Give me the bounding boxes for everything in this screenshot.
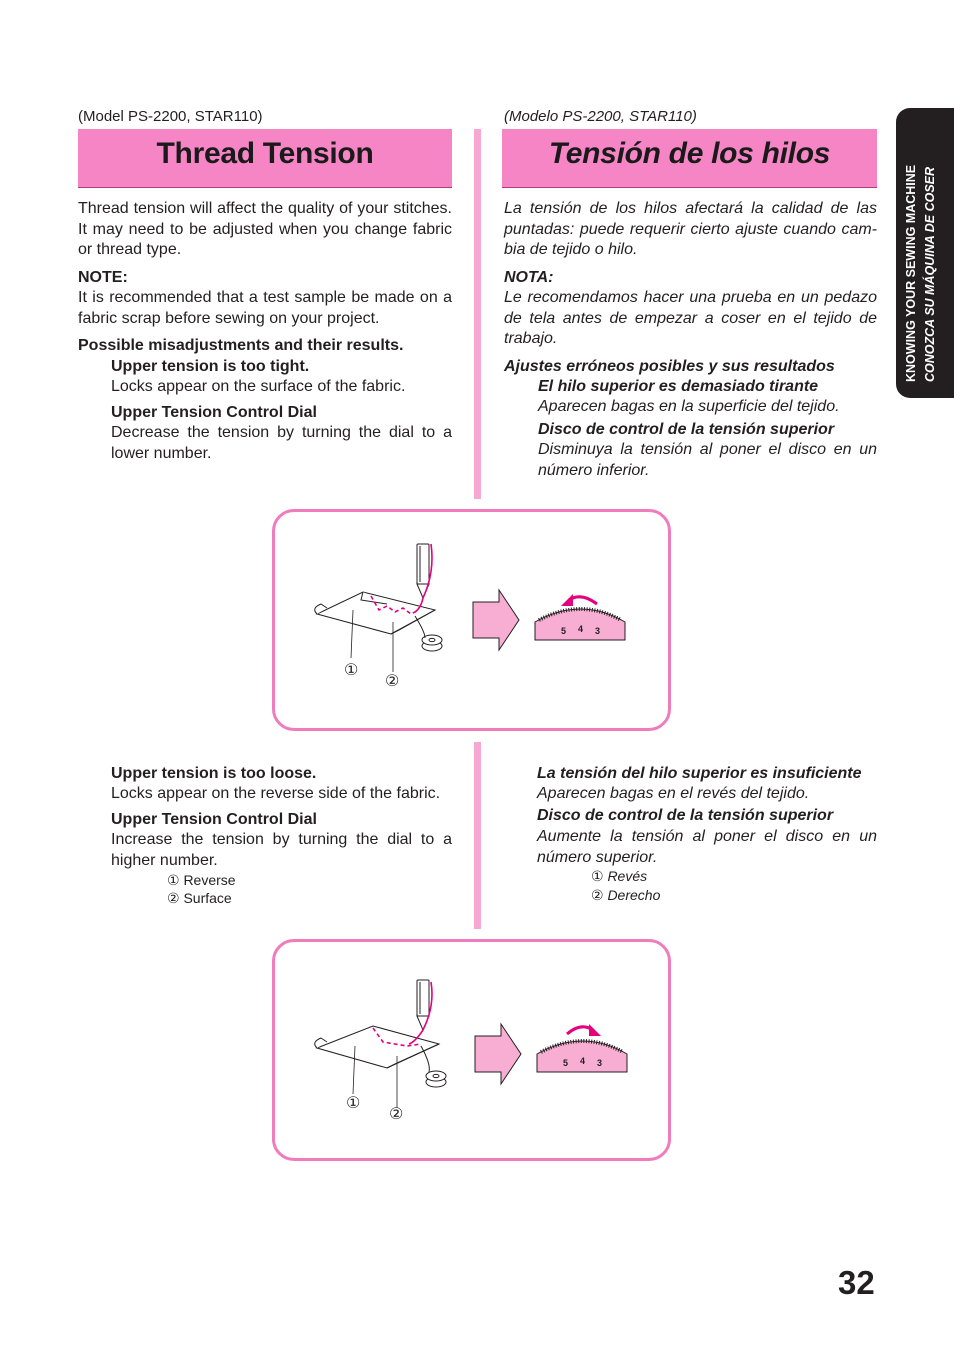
tension-dial <box>537 1041 627 1072</box>
dial-number-5: 5 <box>561 626 567 636</box>
rotate-right-arrow-icon <box>567 1024 601 1036</box>
diagram-loose-panel <box>272 939 671 1161</box>
dial-number-4: 4 <box>580 1056 586 1066</box>
callout-1: ① <box>344 662 359 679</box>
callout-2: ② <box>385 673 400 690</box>
tight-text-es: Aparecen bagas en la superficie del tejido. <box>538 398 840 415</box>
callout-2: ② <box>389 1106 404 1123</box>
tight-text-en: Locks appear on the surface of the fabric. <box>111 378 406 395</box>
page-number: 32 <box>838 1264 875 1301</box>
needle-illustration <box>417 544 429 598</box>
note-heading-en: NOTE: <box>78 269 128 286</box>
diagram-loose-illustration <box>275 942 668 1158</box>
bobbin-illustration <box>415 616 442 651</box>
note-text-en: It is recommended that a test sample be made on a fabric scrap before sewing on your project. <box>78 289 452 327</box>
misadjust-heading-es: Ajustes erróneos posibles y sus resultados <box>504 358 835 375</box>
misadjust-heading-en: Possible misadjustments and their results. <box>78 337 404 354</box>
section-tab-label-en: KNOWING YOUR SEWING MACHINE <box>904 164 918 382</box>
legend-1-es: ① Revés <box>591 868 648 884</box>
dial-heading-2-en: Upper Tension Control Dial <box>111 811 317 828</box>
dial-number-3: 3 <box>597 1058 603 1068</box>
loose-text-es: Aparecen bagas en el revés del tejido. <box>537 785 810 802</box>
bobbin-illustration <box>421 1046 446 1087</box>
note-text-es: Le recomendamos hacer una prueba en un pedazo de tela antes de empezar a coser en el tejido de trabajo. <box>504 289 877 348</box>
dial-text-1-es: Disminuya la tensión al poner el disco en un número inferior. <box>538 441 877 479</box>
diagram-tight-panel <box>272 509 671 731</box>
column-divider-bottom <box>474 742 481 929</box>
callout-1: ① <box>346 1095 361 1112</box>
loose-text-en: Locks appear on the reverse side of the fabric. <box>111 785 441 802</box>
dial-heading-2-es: Disco de control de la tensión superior <box>537 807 834 824</box>
column-divider-top <box>474 129 481 499</box>
arrow-right-icon <box>475 1024 521 1084</box>
loose-heading-en: Upper tension is too loose. <box>111 765 317 782</box>
dial-number-5: 5 <box>563 1058 569 1068</box>
dial-number-4: 4 <box>578 624 584 634</box>
intro-en: Thread tension will affect the quality of your stitches. It may need to be adjusted when you change fabric or thread type. <box>78 200 452 259</box>
arrow-right-icon <box>473 590 519 650</box>
model-label-es: (Modelo PS-2200, STAR110) <box>504 108 697 125</box>
fabric-illustration <box>315 1026 439 1068</box>
dial-text-2-es: Aumente la tensión al poner el disco en un número superior. <box>537 828 877 866</box>
fabric-illustration <box>315 592 435 634</box>
rotate-left-arrow-icon <box>561 594 597 606</box>
diagram-tight-illustration <box>275 512 668 728</box>
note-heading-es: NOTA: <box>504 269 554 286</box>
tight-heading-es: El hilo superior es demasiado tirante <box>538 378 819 395</box>
dial-heading-1-en: Upper Tension Control Dial <box>111 404 317 421</box>
legend-2-es: ② Derecho <box>591 887 661 903</box>
loose-heading-es: La tensión del hilo superior es insuficiente <box>537 765 862 782</box>
legend-1-en: ① Reverse <box>167 872 236 888</box>
page-title-es: Tensión de los hilos <box>548 137 831 170</box>
tension-dial <box>535 609 625 640</box>
dial-text-2-en: Increase the tension by turning the dial to a higher number. <box>111 831 452 869</box>
section-tab-label-es: CONOZCA SU MÁQUINA DE COSER <box>923 166 937 382</box>
dial-number-3: 3 <box>595 626 601 636</box>
dial-heading-1-es: Disco de control de la tensión superior <box>538 421 835 438</box>
page-title-en: Thread Tension <box>156 137 374 170</box>
intro-es: La tensión de los hilos afectará la calidad de las puntadas: puede requerir cierto ajuste cuando cam-bia de tejido o hilo. <box>504 200 877 259</box>
tight-heading-en: Upper tension is too tight. <box>111 358 310 375</box>
dial-text-1-en: Decrease the tension by turning the dial to a lower number. <box>111 424 452 462</box>
section-tab <box>896 108 954 398</box>
title-bar-es <box>502 129 877 188</box>
legend-2-en: ② Surface <box>167 890 232 906</box>
title-bar-en <box>78 129 452 188</box>
model-label-en: (Model PS-2200, STAR110) <box>78 108 263 125</box>
